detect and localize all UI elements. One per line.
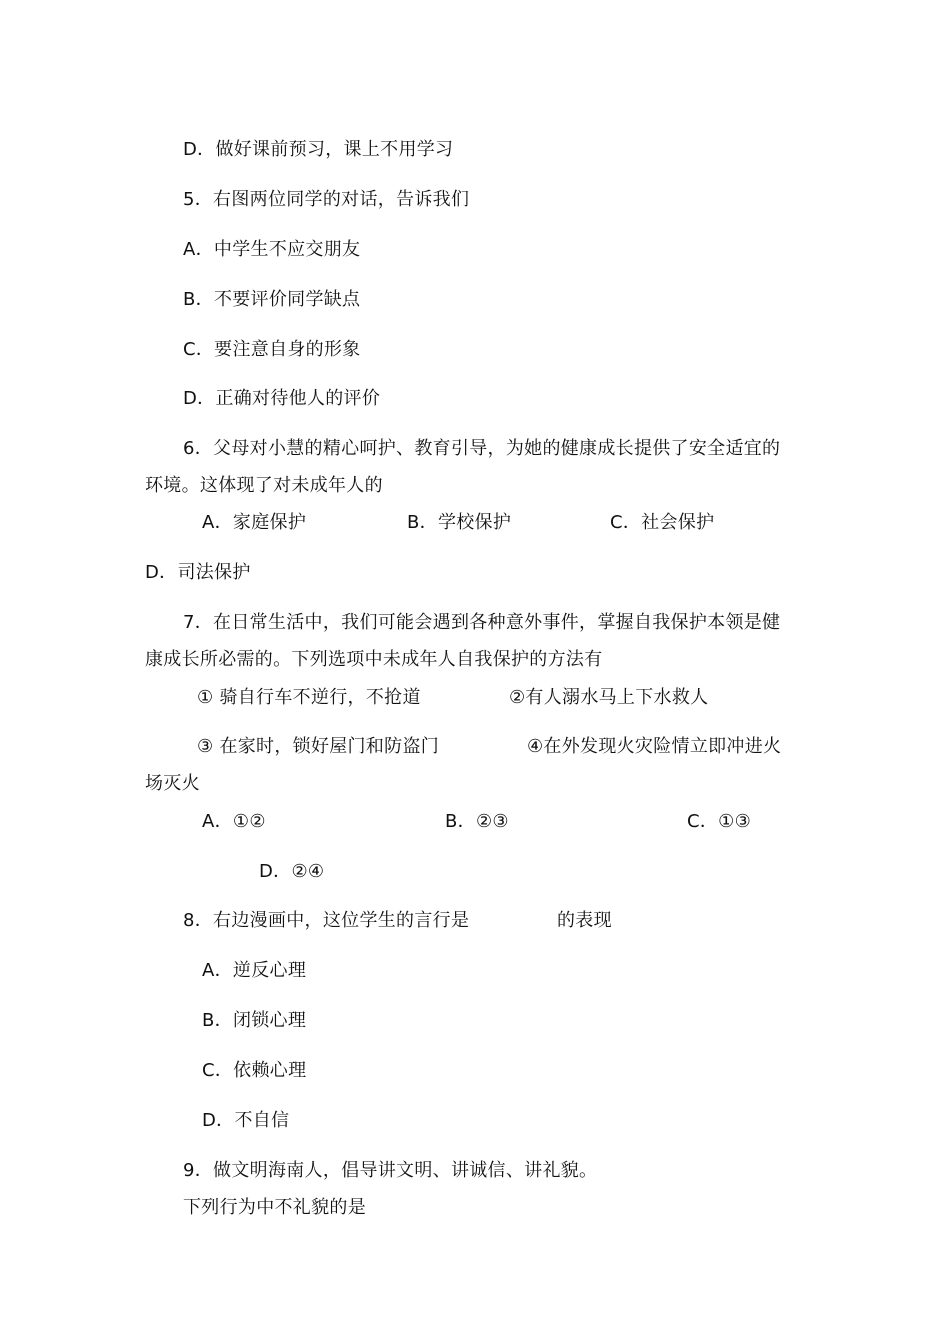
q8-option-c: C．依赖心理 (202, 1060, 307, 1081)
q8-stem-part2: 的表现 (557, 910, 612, 931)
q5-option-d: D．正确对待他人的评价 (183, 388, 381, 409)
q5-stem: 5．右图两位同学的对话，告诉我们 (183, 189, 470, 210)
q5-option-a: A．中学生不应交朋友 (183, 239, 361, 260)
q7-option-b: B．②③ (445, 811, 509, 832)
q7-item-1: ① 骑自行车不逆行，不抢道 (197, 687, 421, 708)
q6-stem-line2: 环境。这体现了对未成年人的 (145, 475, 383, 496)
q8-option-a: A．逆反心理 (202, 960, 307, 981)
q7-option-c: C．①③ (687, 811, 752, 832)
q7-option-d: D．②④ (259, 861, 325, 882)
q7-option-a: A．①② (202, 811, 266, 832)
q6-option-a: A．家庭保护 (202, 512, 307, 533)
q5-option-c: C．要注意自身的形象 (183, 339, 361, 360)
q7-item-2: ②有人溺水马上下水救人 (509, 687, 709, 708)
q7-stem-line1: 7．在日常生活中，我们可能会遇到各种意外事件，掌握自我保护本领是健 (183, 612, 781, 633)
q7-item-4-line1: ④在外发现火灾险情立即冲进火 (527, 736, 782, 757)
q8-option-b: B．闭锁心理 (202, 1010, 307, 1031)
q6-option-c: C．社会保护 (610, 512, 715, 533)
q6-stem-line1: 6．父母对小慧的精心呵护、教育引导，为她的健康成长提供了安全适宜的 (183, 438, 781, 459)
q7-stem-line2: 康成长所必需的。下列选项中未成年人自我保护的方法有 (145, 649, 603, 670)
q4-option-d: D．做好课前预习，课上不用学习 (183, 139, 454, 160)
q7-item-3: ③ 在家时，锁好屋门和防盗门 (197, 736, 440, 757)
q7-item-4-line2: 场灭火 (145, 773, 200, 794)
q6-option-d: D．司法保护 (145, 562, 251, 583)
q8-option-d: D．不自信 (202, 1110, 290, 1131)
q8-stem-part1: 8．右边漫画中，这位学生的言行是 (183, 910, 470, 931)
q9-stem-line1: 9．做文明海南人，倡导讲文明、讲诚信、讲礼貌。 (183, 1160, 598, 1181)
q6-option-b: B．学校保护 (407, 512, 512, 533)
q9-stem-line2: 下列行为中不礼貌的是 (183, 1197, 366, 1218)
q5-option-b: B．不要评价同学缺点 (183, 289, 361, 310)
